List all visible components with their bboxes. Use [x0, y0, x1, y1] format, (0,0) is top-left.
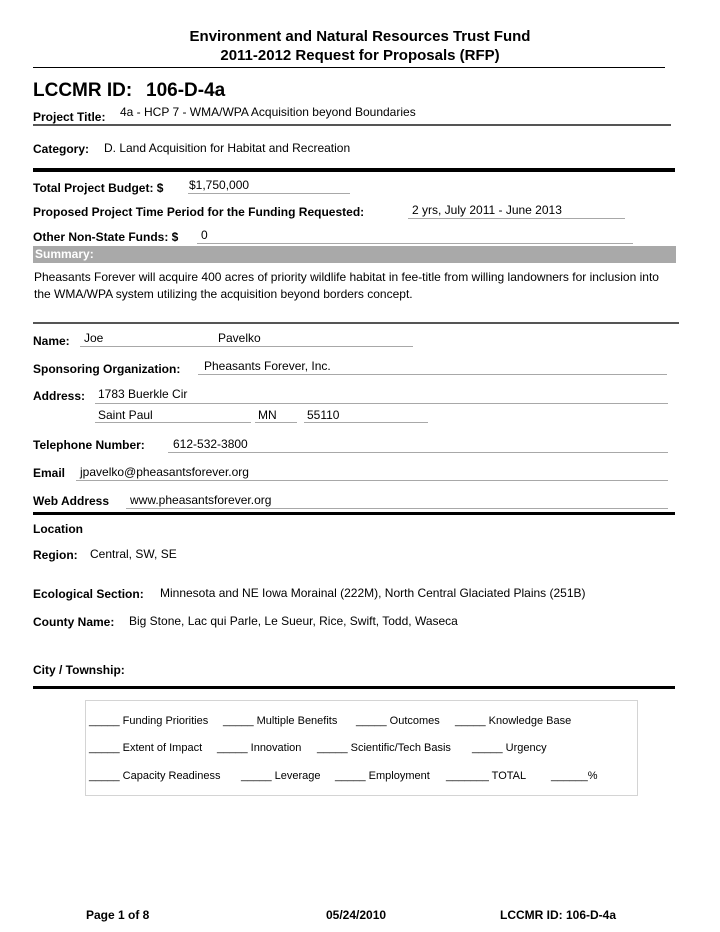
- email-underline: [76, 480, 668, 481]
- budget-label: Total Project Budget: $: [33, 181, 164, 195]
- project-title-label: Project Title:: [33, 110, 106, 124]
- state-value: MN: [258, 408, 277, 422]
- street-value: 1783 Buerkle Cir: [98, 387, 188, 401]
- thick-divider: [33, 686, 675, 689]
- ecological-section-label: Ecological Section:: [33, 587, 144, 601]
- time-period-value: 2 yrs, July 2011 - June 2013: [412, 203, 562, 217]
- name-underline: [80, 346, 413, 347]
- organization-label: Sponsoring Organization:: [33, 362, 181, 376]
- name-label: Name:: [33, 334, 70, 348]
- header-subtitle: 2011-2012 Request for Proposals (RFP): [220, 47, 500, 64]
- score-knowledge-base: _____ Knowledge Base: [455, 715, 572, 727]
- lccmr-id-label: LCCMR ID:: [33, 80, 133, 101]
- summary-label: Summary:: [35, 247, 94, 261]
- score-employment: _____ Employment: [335, 770, 430, 782]
- non-state-funds-underline: [197, 243, 633, 244]
- zip-underline: [304, 422, 428, 423]
- county-name-label: County Name:: [33, 615, 115, 629]
- score-outcomes: _____ Outcomes: [356, 715, 440, 727]
- non-state-funds-value: 0: [201, 228, 208, 242]
- score-multiple-benefits: _____ Multiple Benefits: [223, 715, 338, 727]
- state-underline: [255, 422, 297, 423]
- email-value: jpavelko@pheasantsforever.org: [80, 465, 249, 479]
- footer-page-number: Page 1 of 8: [86, 908, 150, 922]
- score-leverage: _____ Leverage: [241, 770, 321, 782]
- project-title-value: 4a - HCP 7 - WMA/WPA Acquisition beyond Boundaries: [120, 105, 416, 119]
- footer-lccmr-id: LCCMR ID: 106-D-4a: [500, 908, 617, 922]
- organization-underline: [198, 374, 667, 375]
- thick-divider: [33, 512, 675, 515]
- location-heading: Location: [33, 522, 83, 536]
- email-label: Email: [33, 466, 66, 480]
- budget-underline: [188, 193, 350, 194]
- thick-divider: [33, 168, 675, 172]
- header-title: Environment and Natural Resources Trust Fund: [189, 28, 531, 45]
- category-label: Category:: [33, 142, 90, 156]
- city-township-label: City / Township:: [33, 663, 125, 677]
- city-underline: [95, 422, 251, 423]
- time-period-underline: [408, 218, 625, 219]
- street-underline: [95, 403, 668, 404]
- ecological-section-value: Minnesota and NE Iowa Morainal (222M), North Central Glaciated Plains (251B): [160, 586, 586, 600]
- score-capacity-readiness: _____ Capacity Readiness: [89, 770, 221, 782]
- score-urgency: _____ Urgency: [472, 742, 547, 754]
- divider: [33, 124, 671, 126]
- divider: [33, 322, 679, 324]
- zip-value: 55110: [307, 408, 340, 422]
- region-value: Central, SW, SE: [90, 547, 177, 561]
- category-value: D. Land Acquisition for Habitat and Recreation: [104, 141, 351, 155]
- non-state-funds-label: Other Non-State Funds: $: [33, 230, 179, 244]
- region-label: Region:: [33, 548, 78, 562]
- score-scientific-tech-basis: _____ Scientific/Tech Basis: [317, 742, 451, 754]
- city-value: Saint Paul: [98, 408, 153, 422]
- first-name-value: Joe: [84, 331, 104, 345]
- score-extent-of-impact: _____ Extent of Impact: [89, 742, 203, 754]
- time-period-label: Proposed Project Time Period for the Funding Requested:: [33, 205, 365, 219]
- lccmr-id-value: 106-D-4a: [146, 80, 226, 101]
- score-total: _______ TOTAL: [446, 770, 527, 782]
- last-name-value: Pavelko: [218, 331, 261, 345]
- organization-value: Pheasants Forever, Inc.: [204, 359, 331, 373]
- telephone-underline: [168, 452, 668, 453]
- telephone-value: 612-532-3800: [173, 437, 248, 451]
- web-address-label: Web Address: [33, 494, 110, 508]
- address-label: Address:: [33, 389, 86, 403]
- telephone-label: Telephone Number:: [33, 438, 145, 452]
- budget-value: $1,750,000: [189, 178, 250, 192]
- web-address-value: www.pheasantsforever.org: [130, 493, 272, 507]
- summary-header-bar: [33, 246, 676, 263]
- county-name-value: Big Stone, Lac qui Parle, Le Sueur, Rice, Swift, Todd, Waseca: [129, 614, 458, 628]
- score-funding-priorities: _____ Funding Priorities: [89, 715, 209, 727]
- summary-text: Pheasants Forever will acquire 400 acres of priority wildlife habitat in fee-title from willing landowners for inclusion into the WMA/WPA system utilizing the acquisition beyond borders concept.: [34, 270, 659, 301]
- header-divider: [33, 67, 665, 68]
- footer-date: 05/24/2010: [326, 908, 387, 922]
- web-address-underline: [126, 508, 668, 509]
- score-innovation: _____ Innovation: [217, 742, 302, 754]
- score-percent: ______%: [551, 770, 598, 782]
